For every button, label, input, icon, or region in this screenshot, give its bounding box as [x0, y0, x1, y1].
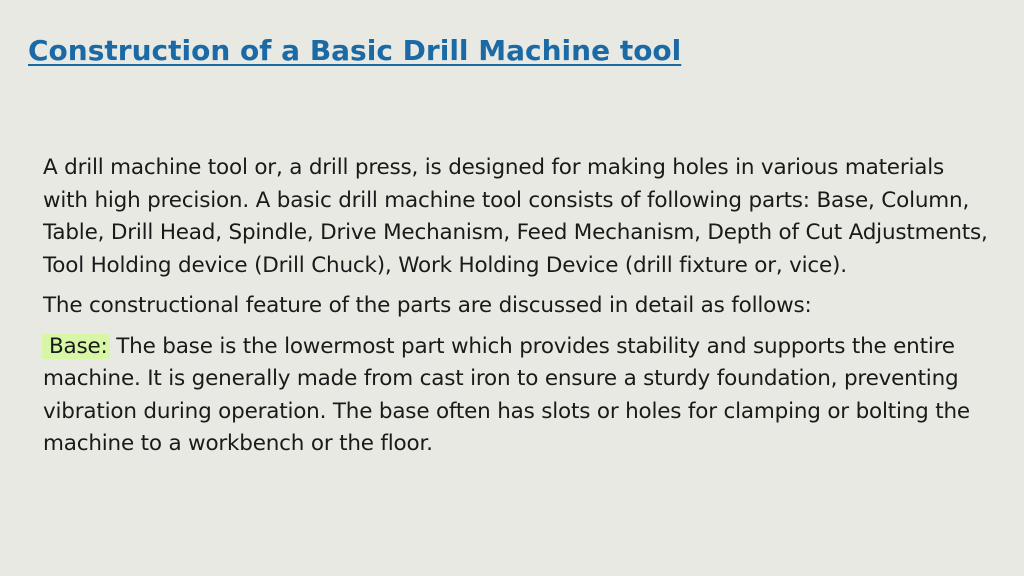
slide-body	[43, 152, 993, 469]
lead-paragraph: The constructional feature of the parts are discussed in detail as follows:	[43, 293, 812, 318]
base-highlight-label: Base:	[42, 334, 110, 359]
base-paragraph	[43, 331, 993, 461]
intro-paragraph: A drill machine tool or, a drill press, is designed for making holes in various materials with high precision. A basic drill machine tool consists of following parts: Base, Column, Table, Drill Head, Spindle, Drive Mechanism, Feed Mechanism, Depth of Cut Adjustments, Tool Holding device (Drill Chuck), Work Holding Device (drill fixture or, vice).	[43, 155, 988, 278]
base-description: The base is the lowermost part which provides stability and supports the entire machine. It is generally made from cast iron to ensure a sturdy foundation, preventing vibration during operation. The base often has slots or holes for clamping or bolting the machine to a workbench or the floor.	[43, 333, 970, 456]
slide-title: Construction of a Basic Drill Machine tool	[28, 34, 682, 67]
